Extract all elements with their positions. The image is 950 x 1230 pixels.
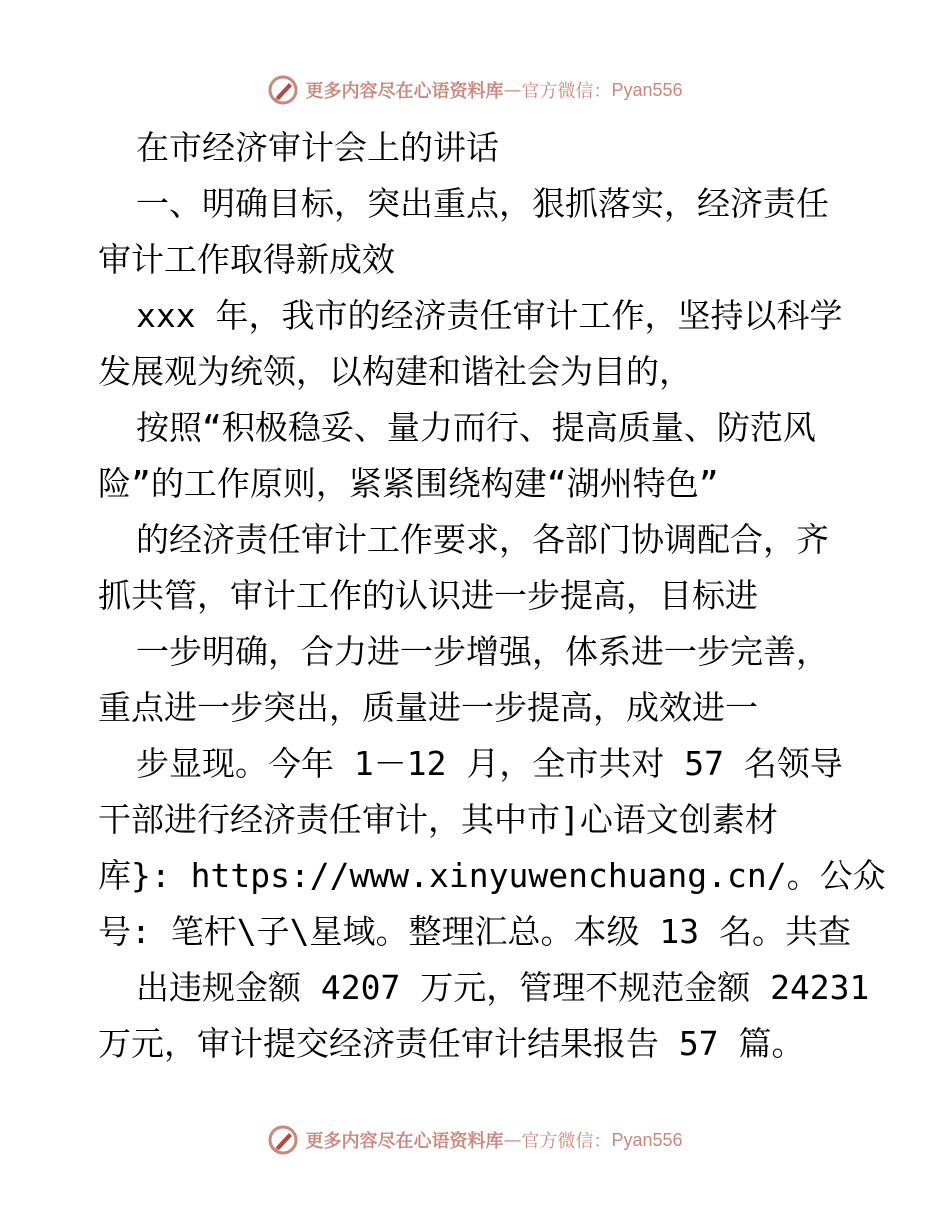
text-line: 步显现。今年 1－12 月，全市共对 57 名领导 <box>136 744 843 783</box>
text-line: 发展观为统领，以构建和谐社会为目的， <box>98 352 692 391</box>
text-line: 库}: https://www.xinyuwenchuang.cn/。公众 <box>98 856 886 895</box>
watermark-sub-text: 官方微信： <box>521 1131 612 1152</box>
watermark-sub-text: 官方微信： <box>521 81 612 102</box>
text-line: 审计工作取得新成效 <box>98 240 395 279</box>
text-line: xxx 年，我市的经济责任审计工作，坚持以科学 <box>136 296 843 335</box>
document-body <box>98 120 886 1072</box>
text-line: 按照“积极稳妥、量力而行、提高质量、防范风 <box>136 408 816 447</box>
text-line: 出违规金额 4207 万元，管理不规范金额 24231 <box>136 968 870 1007</box>
text-line: 干部进行经济责任审计，其中市]心语文创素材 <box>98 800 778 839</box>
text-line: 抓共管，审计工作的认识进一步提高，目标进 <box>98 576 758 615</box>
text-line: 一、明确目标，突出重点，狠抓落实，经济责任 <box>136 184 829 223</box>
watermark-dash: — <box>503 79 522 101</box>
watermark-handle: Pyan556 <box>611 1129 683 1150</box>
watermark-main-text: 更多内容尽在心语资料库 <box>305 1131 504 1152</box>
pen-logo-icon <box>267 74 299 106</box>
text-line: 万元，审计提交经济责任审计结果报告 57 篇。 <box>98 1024 805 1063</box>
document-title: 在市经济审计会上的讲话 <box>136 128 499 167</box>
watermark-header <box>0 70 950 110</box>
text-line: 重点进一步突出，质量进一步提高，成效进一 <box>98 688 758 727</box>
watermark-footer <box>0 1120 950 1160</box>
text-line: 号: 笔杆\子\星域。整理汇总。本级 13 名。共查 <box>98 912 851 951</box>
text-line: 的经济责任审计工作要求，各部门协调配合，齐 <box>136 520 829 559</box>
text-line: 一步明确，合力进一步增强，体系进一步完善， <box>136 632 829 671</box>
watermark-handle: Pyan556 <box>611 79 683 100</box>
text-line: 险”的工作原则，紧紧围绕构建“湖州特色” <box>98 464 719 503</box>
pen-logo-icon <box>267 1124 299 1156</box>
watermark-main-text: 更多内容尽在心语资料库 <box>305 81 504 102</box>
watermark-dash: — <box>503 1129 522 1151</box>
